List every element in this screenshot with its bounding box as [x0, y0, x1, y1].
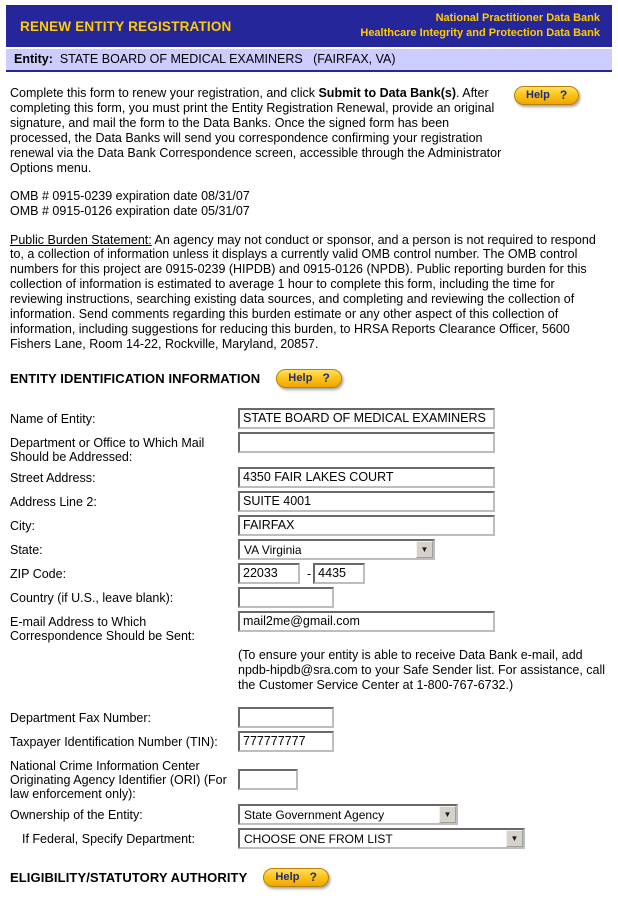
field-row-state: [10, 539, 608, 560]
field-row-tin: [10, 731, 608, 752]
entity-label: Entity:: [14, 52, 53, 66]
street-address-input[interactable]: [238, 467, 495, 488]
field-row-city: [10, 515, 608, 536]
zip-code-label: ZIP Code:: [10, 566, 67, 581]
city-label: City:: [10, 518, 35, 533]
databank-name-hipdb: Healthcare Integrity and Protection Data Bank: [360, 27, 600, 39]
address-line2-input[interactable]: [238, 491, 495, 512]
email-input[interactable]: [238, 611, 495, 632]
name-of-entity-input[interactable]: [238, 408, 495, 429]
field-row-name: [10, 408, 608, 429]
section-heading-identification: ENTITY IDENTIFICATION INFORMATION: [10, 370, 261, 386]
name-of-entity-label: Name of Entity:: [10, 411, 96, 426]
help-button-label: Help: [526, 89, 550, 101]
state-select[interactable]: [238, 539, 435, 560]
zip-separator: -: [307, 566, 312, 581]
help-button-label: Help: [275, 870, 300, 883]
state-label: State:: [10, 542, 43, 557]
databank-names: [360, 11, 600, 42]
department-input[interactable]: [238, 432, 495, 453]
page-title: RENEW ENTITY REGISTRATION: [20, 18, 232, 34]
department-label: Department or Office to Which Mail Should be Addressed:: [10, 435, 205, 464]
ownership-select-value: State Government Agency: [244, 807, 385, 822]
field-row-ownership: [10, 804, 608, 825]
zip-input[interactable]: [238, 563, 300, 584]
intro-text: Complete this form to renew your registration, and click: [10, 86, 319, 100]
help-button-top[interactable]: [514, 86, 579, 105]
section-heading-eligibility: ELIGIBILITY/STATUTORY AUTHORITY: [10, 869, 248, 885]
tin-label: Taxpayer Identification Number (TIN):: [10, 734, 218, 749]
federal-department-label: If Federal, Specify Department:: [22, 831, 195, 846]
email-note: (To ensure your entity is able to receive Data Bank e-mail, add npdb-hipdb@sra.com to your Safe Sender list. For assistance, call the Customer Service Center at 1-800-767-6732.): [238, 647, 606, 692]
help-button-label: Help: [288, 371, 313, 384]
field-row-federal-dept: [10, 828, 608, 849]
street-address-label: Street Address:: [10, 470, 96, 485]
chevron-down-icon: ▼: [416, 541, 433, 558]
field-row-zip: [10, 563, 608, 584]
databank-name-npdb: National Practitioner Data Bank: [435, 11, 600, 24]
email-note-spacer: [10, 646, 238, 650]
submit-to-databanks-emphasis: Submit to Data Bank(s): [318, 86, 456, 100]
field-row-email-note: [10, 646, 608, 693]
ori-label: National Crime Information Center Originating Agency Identifier (ORI) (For law enforcement only):: [10, 758, 227, 801]
chevron-down-icon: ▼: [439, 806, 456, 823]
field-row-address2: [10, 491, 608, 512]
ownership-label: Ownership of the Entity:: [10, 807, 143, 822]
field-row-email: [10, 611, 608, 643]
intro-text-continued: . After completing this form, you must print the Entity Registration Renewal, provide an original signature, and mail the form to the Data Banks. Once the signed form has been processed, the Data Banks will send you correspondence confirming your registration renewal via the Data Bank Correspondence screen, accessible through the Administrator Options menu.: [10, 86, 502, 175]
field-row-ori: [10, 755, 608, 801]
federal-department-select-value: CHOOSE ONE FROM LIST: [244, 831, 393, 846]
help-button-identification[interactable]: [276, 369, 342, 388]
field-row-department: [10, 432, 608, 464]
field-row-fax: [10, 707, 608, 728]
country-label: Country (if U.S., leave blank):: [10, 590, 174, 605]
entity-bar: [6, 49, 612, 72]
public-burden-text: An agency may not conduct or sponsor, and a person is not required to respond to, a collection of information unless it displays a currently valid OMB control number. The OMB control numbers for this project are 0915-0239 (HIPDB) and 0915-0126 (NPDB). Public reporting burden for this collection of information is estimated to average 1 hour to complete this form, including the time for reviewing instructions, searching existing data sources, and completing and reviewing the collection of information. Send comments regarding this burden estimate or any other aspect of this collection of information, including suggestions for reducing this burden, to HRSA Reports Clearance Officer, 5600 Fishers Lane, Room 14-22, Rockville, Maryland, 20857.: [10, 232, 596, 351]
entity-value: STATE BOARD OF MEDICAL EXAMINERS (FAIRFAX, VA): [52, 52, 396, 66]
fax-input[interactable]: [238, 707, 334, 728]
omb-line-1: OMB # 0915-0239 expiration date 08/31/07: [10, 189, 250, 203]
federal-department-select[interactable]: [238, 828, 525, 849]
question-mark-icon: ?: [559, 88, 568, 102]
field-row-country: [10, 587, 608, 608]
email-label: E-mail Address to Which Correspondence Should be Sent:: [10, 614, 195, 643]
public-burden-statement: [6, 233, 612, 352]
help-button-eligibility[interactable]: [263, 868, 329, 887]
question-mark-icon: ?: [322, 370, 330, 385]
chevron-down-icon: ▼: [506, 830, 523, 847]
public-burden-heading: Public Burden Statement:: [10, 232, 152, 247]
country-input[interactable]: [238, 587, 334, 608]
field-row-street: [10, 467, 608, 488]
intro-paragraph: [10, 86, 504, 176]
omb-line-2: OMB # 0915-0126 expiration date 05/31/07: [10, 204, 250, 219]
ori-input[interactable]: [238, 769, 298, 790]
entity-identification-form: [6, 408, 612, 849]
question-mark-icon: ?: [309, 869, 318, 884]
header-bar: [6, 5, 612, 47]
tin-input[interactable]: [238, 731, 334, 752]
fax-label: Department Fax Number:: [10, 710, 152, 725]
zip-ext-input[interactable]: [313, 563, 365, 584]
city-input[interactable]: [238, 515, 495, 536]
omb-numbers: [6, 189, 612, 220]
ownership-select[interactable]: [238, 804, 458, 825]
state-select-value: VA Virginia: [244, 542, 302, 557]
address-line2-label: Address Line 2:: [10, 494, 97, 509]
